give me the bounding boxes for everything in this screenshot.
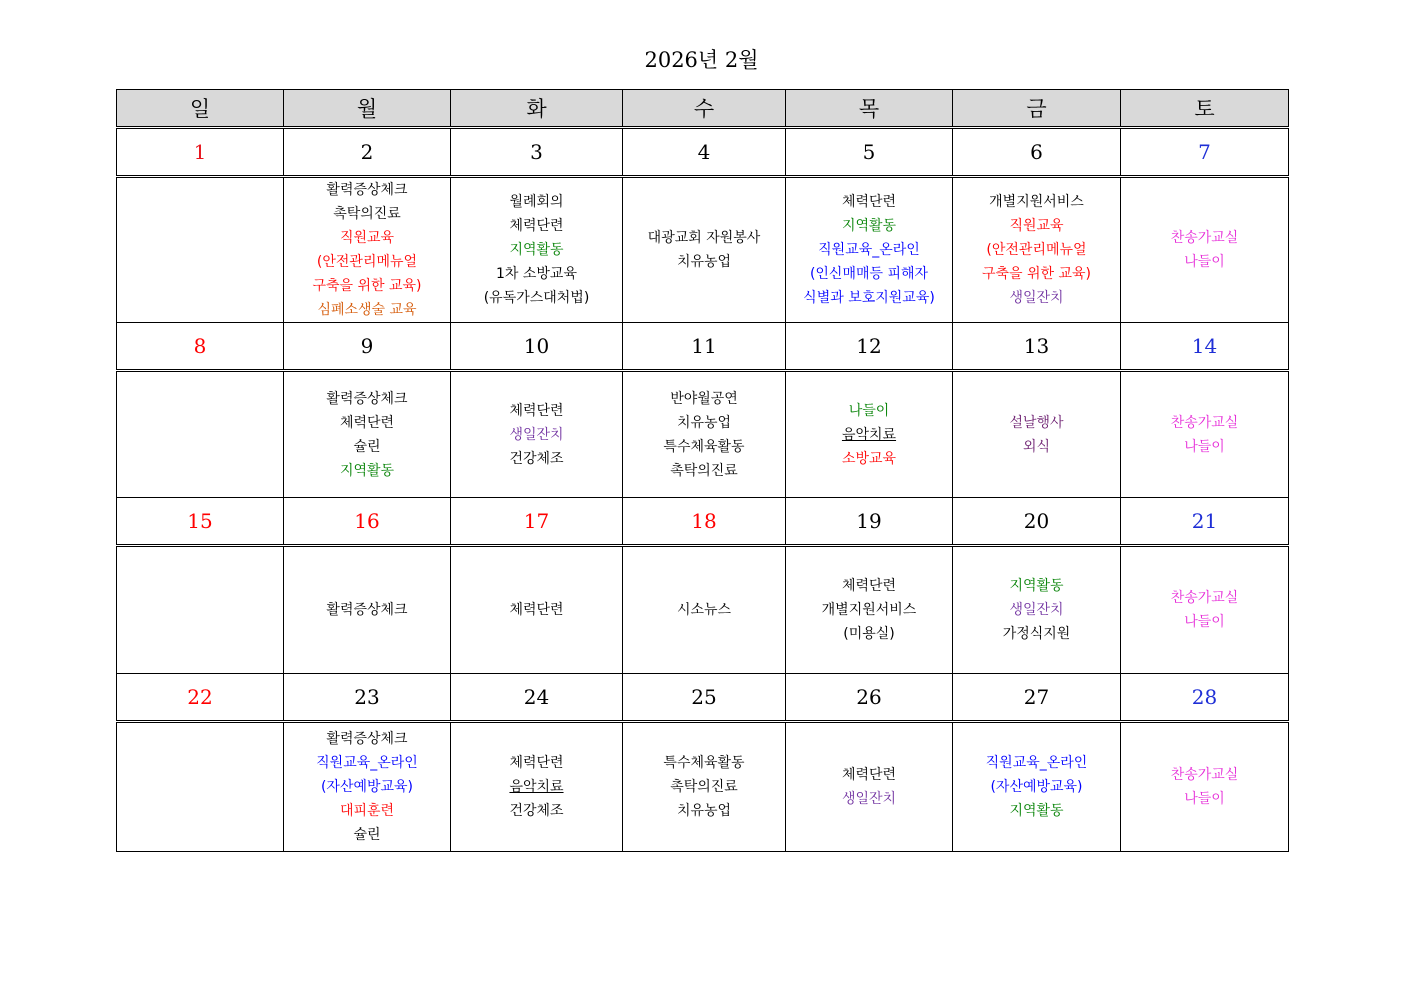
date-cell-wed: 11 <box>623 323 786 371</box>
event-item: 개별지원서비스 <box>989 194 1084 210</box>
event-item: 찬송가교실 <box>1170 414 1239 431</box>
events-cell-sat <box>1121 177 1289 323</box>
weekday-thu: 목 <box>786 90 953 128</box>
events-cell-thu <box>786 371 953 498</box>
event-item: 대광교회 자원봉사 <box>647 230 761 246</box>
events-cell-fri <box>953 546 1121 674</box>
event-item: (자산예방교육) <box>320 779 414 795</box>
calendar-title: 2026년 2월 <box>644 48 759 72</box>
date-cell-sat: 7 <box>1121 128 1289 177</box>
event-item: 직원교육_온라인 <box>316 755 418 771</box>
event-item: (안전관리메뉴얼 <box>986 242 1087 258</box>
event-item: 슐린 <box>353 827 381 843</box>
event-item: 직원교육_온라인 <box>818 242 920 258</box>
events-cell-sun <box>117 371 284 498</box>
events-cell-wed <box>623 546 786 674</box>
date-row <box>117 498 1289 546</box>
event-item: 슐린 <box>353 438 381 455</box>
date-cell-mon: 9 <box>284 323 451 371</box>
event-item: 가정식지원 <box>1002 626 1071 642</box>
events-cell-sat <box>1121 371 1289 498</box>
date-cell-sat: 28 <box>1121 674 1289 722</box>
events-row <box>117 371 1289 498</box>
event-item: 찬송가교실 <box>1170 767 1239 783</box>
date-cell-thu: 5 <box>786 128 953 177</box>
events-cell-sat <box>1121 722 1289 852</box>
event-item: 체력단련 <box>339 414 395 431</box>
event-item: 건강체조 <box>509 450 564 467</box>
events-cell-fri <box>953 177 1121 323</box>
date-cell-mon: 16 <box>284 498 451 546</box>
event-item: 지역활동 <box>1009 803 1064 819</box>
event-item: 직원교육 <box>339 230 395 246</box>
weekday-mon: 월 <box>284 90 451 128</box>
event-item: 생일잔치 <box>841 791 897 807</box>
event-item: 외식 <box>1022 438 1051 455</box>
event-item: 촉탁의진료 <box>670 462 738 479</box>
date-cell-fri: 6 <box>953 128 1121 177</box>
date-row <box>117 128 1289 177</box>
weekday-header-row <box>117 90 1289 128</box>
event-item: 건강체조 <box>509 803 564 819</box>
date-cell-fri: 27 <box>953 674 1121 722</box>
events-cell-wed <box>623 371 786 498</box>
events-cell-sun <box>117 546 284 674</box>
date-cell-thu: 19 <box>786 498 953 546</box>
event-item: 지역활동 <box>841 218 897 234</box>
events-cell-tue <box>451 722 623 852</box>
events-cell-thu <box>786 177 953 323</box>
events-cell-fri <box>953 722 1121 852</box>
events-cell-sun <box>117 177 284 323</box>
date-cell-sun: 8 <box>117 323 284 371</box>
event-item: 나들이 <box>848 402 890 419</box>
weekday-sat: 토 <box>1121 90 1289 128</box>
events-cell-mon <box>284 371 451 498</box>
event-item: 구축을 위한 교육) <box>312 278 422 294</box>
event-item: 체력단련 <box>841 578 897 594</box>
event-item: 심폐소생술 교육 <box>317 302 417 318</box>
weekday-tue: 화 <box>451 90 623 128</box>
event-item: 체력단련 <box>509 602 564 618</box>
events-cell-tue <box>451 177 623 323</box>
event-item: 나들이 <box>1184 438 1225 455</box>
event-item: 시소뉴스 <box>676 602 732 618</box>
event-item: 생일잔치 <box>509 426 564 443</box>
event-item: 대피훈련 <box>339 803 395 819</box>
date-row <box>117 323 1289 371</box>
event-item: 생일잔치 <box>1009 602 1064 618</box>
event-item: 직원교육 <box>1009 218 1064 234</box>
weekday-fri: 금 <box>953 90 1121 128</box>
event-item: 체력단련 <box>509 755 564 771</box>
events-cell-mon <box>284 546 451 674</box>
weekday-wed: 수 <box>623 90 786 128</box>
events-cell-sat <box>1121 546 1289 674</box>
event-item: 체력단련 <box>841 767 897 783</box>
event-item: 소방교육 <box>841 450 897 467</box>
events-cell-sun <box>117 722 284 852</box>
date-cell-tue: 17 <box>451 498 623 546</box>
events-cell-thu <box>786 722 953 852</box>
date-cell-sun: 1 <box>117 128 284 177</box>
event-item: 특수체육활동 <box>663 438 745 455</box>
event-item: 찬송가교실 <box>1170 590 1239 606</box>
events-row <box>117 177 1289 323</box>
date-cell-mon: 23 <box>284 674 451 722</box>
event-item: 1차 소방교육 <box>496 266 577 282</box>
event-item: 반야월공연 <box>670 390 738 407</box>
event-item: 생일잔치 <box>1009 290 1064 306</box>
date-cell-wed: 4 <box>623 128 786 177</box>
date-cell-sun: 22 <box>117 674 284 722</box>
event-item: 구축을 위한 교육) <box>981 266 1092 282</box>
date-cell-tue: 10 <box>451 323 623 371</box>
events-row <box>117 546 1289 674</box>
events-cell-mon <box>284 722 451 852</box>
events-cell-wed <box>623 177 786 323</box>
event-item: 체력단련 <box>841 194 897 210</box>
date-cell-sat: 21 <box>1121 498 1289 546</box>
date-cell-wed: 18 <box>623 498 786 546</box>
event-item: 치유농업 <box>676 803 732 819</box>
event-item: 활력증상체크 <box>326 390 408 407</box>
event-item: 직원교육_온라인 <box>985 755 1088 771</box>
date-cell-wed: 25 <box>623 674 786 722</box>
event-item: 활력증상체크 <box>326 182 408 198</box>
event-item: (안전관리메뉴얼 <box>316 254 418 270</box>
events-cell-thu <box>786 546 953 674</box>
date-cell-sat: 14 <box>1121 323 1289 371</box>
event-item: 특수체육활동 <box>663 755 745 771</box>
event-item: 월례회의 <box>509 194 564 210</box>
event-item: 치유농업 <box>676 254 732 270</box>
event-item: 촉탁의진료 <box>333 206 401 222</box>
event-item: 지역활동 <box>509 242 564 258</box>
date-cell-fri: 20 <box>953 498 1121 546</box>
event-item: 지역활동 <box>339 462 395 479</box>
event-item: 활력증상체크 <box>326 602 408 618</box>
date-cell-tue: 24 <box>451 674 623 722</box>
event-item: (미용실) <box>843 626 895 642</box>
date-cell-mon: 2 <box>284 128 451 177</box>
date-cell-thu: 12 <box>786 323 953 371</box>
events-cell-fri <box>953 371 1121 498</box>
event-item: 나들이 <box>1184 614 1225 630</box>
event-item: 개별지원서비스 <box>821 602 917 618</box>
event-item: 체력단련 <box>509 218 564 234</box>
event-item: (유독가스대처법) <box>483 290 590 306</box>
event-item: 찬송가교실 <box>1170 230 1239 246</box>
events-row <box>117 722 1289 852</box>
events-cell-mon <box>284 177 451 323</box>
monthly-calendar <box>116 89 1289 852</box>
date-row <box>117 674 1289 722</box>
date-cell-thu: 26 <box>786 674 953 722</box>
event-item: 체력단련 <box>509 402 564 419</box>
date-cell-tue: 3 <box>451 128 623 177</box>
event-item: 촉탁의진료 <box>670 779 738 795</box>
event-item: 치유농업 <box>676 414 732 431</box>
event-item: 식별과 보호지원교육) <box>803 290 935 306</box>
date-cell-sun: 15 <box>117 498 284 546</box>
event-item: (자산예방교육) <box>990 779 1083 795</box>
event-item: (인신매매등 피해자 <box>809 266 929 282</box>
events-cell-wed <box>623 722 786 852</box>
weekday-sun: 일 <box>117 90 284 128</box>
date-cell-fri: 13 <box>953 323 1121 371</box>
event-item: 음악치료 <box>841 426 897 443</box>
event-item: 음악치료 <box>509 779 564 795</box>
events-cell-tue <box>451 371 623 498</box>
events-cell-tue <box>451 546 623 674</box>
event-item: 설날행사 <box>1009 414 1064 431</box>
event-item: 지역활동 <box>1009 578 1064 594</box>
event-item: 나들이 <box>1184 254 1225 270</box>
event-item: 활력증상체크 <box>326 731 408 747</box>
event-item: 나들이 <box>1184 791 1225 807</box>
